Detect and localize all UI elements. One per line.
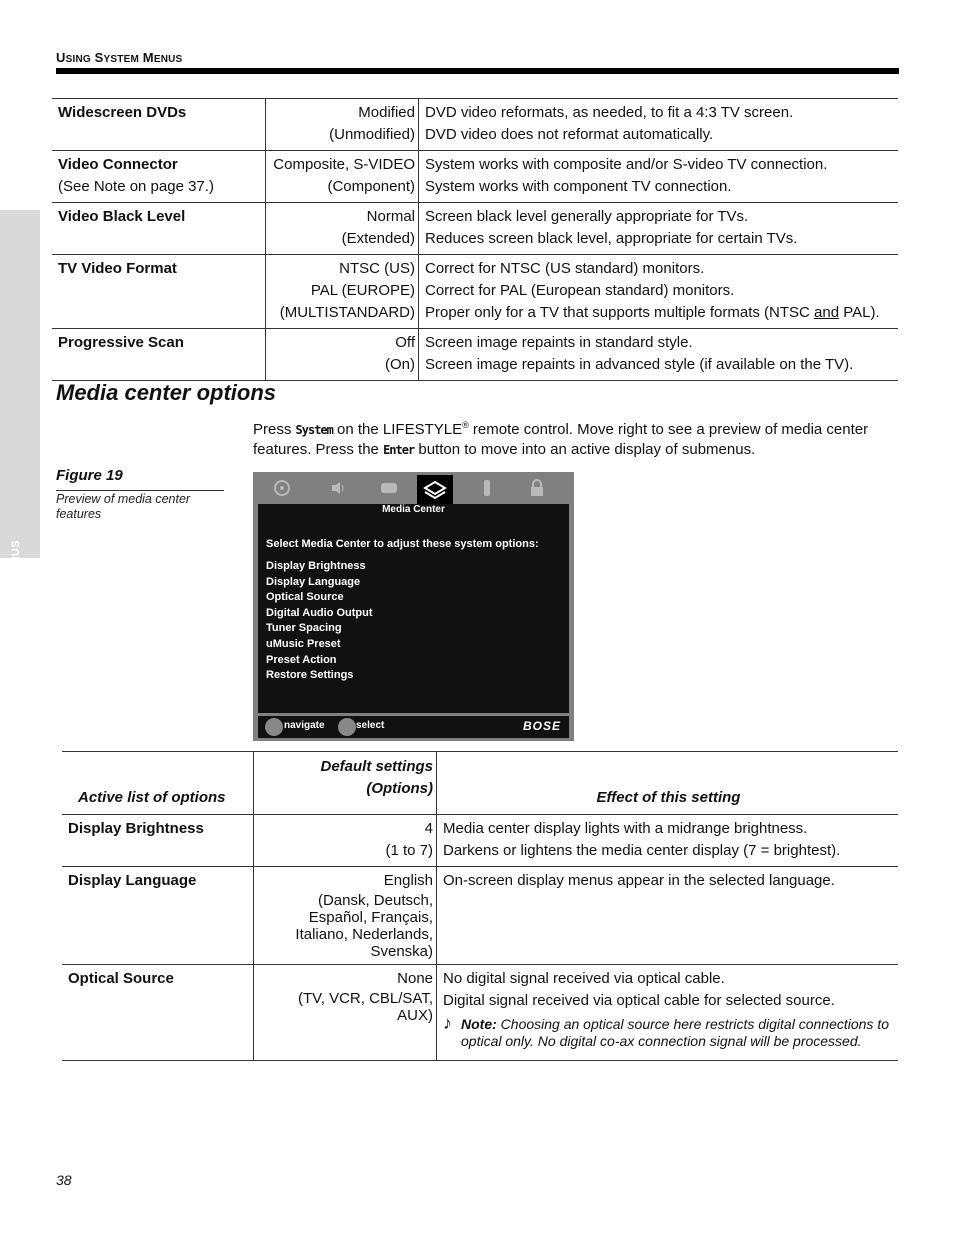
figure-rule [56,490,224,491]
option-effect: Media center display lights with a midrange brightness. [443,820,808,837]
system-button-label: System [295,423,333,437]
option-values: (Dansk, Deutsch, Español, Français, Italiano, Nederlands, Svenska) [295,892,433,960]
column-header: Active list of options [62,752,254,815]
list-item: Digital Audio Output [266,606,373,619]
media-center-screen [253,472,574,741]
remote-icon [476,478,498,498]
speaker-icon [328,478,350,498]
page-number: 38 [56,1172,72,1188]
column-header: Effect of this setting [437,752,899,815]
header-rule [56,68,899,74]
option-default: English [383,872,433,889]
option-name: Optical Source [68,970,174,987]
figure-caption: Preview of media center features [56,492,191,521]
list-item: Restore Settings [266,669,354,682]
setting-default: Composite, S-VIDEO [273,156,415,173]
setting-effect: DVD video reformats, as needed, to fit a 4:3 TV screen. [425,104,794,121]
media-center-icon [417,475,453,505]
setting-effect: System works with composite and/or S-video TV connection. [425,156,828,173]
list-item: uMusic Preset [266,637,341,650]
music-note-icon: ♪ [443,1013,452,1033]
setting-effect: Screen black level generally appropriate for TVs. [425,208,749,225]
table-header [62,752,898,815]
table-row [52,255,898,329]
list-item: Preset Action [266,653,337,666]
table-row [62,965,898,1061]
table-row [52,99,898,151]
video-settings-table [52,98,898,381]
setting-option: (MULTISTANDARD) [279,304,415,321]
select-label: select [356,720,385,731]
list-item: Tuner Spacing [266,622,342,635]
lock-icon [526,478,548,498]
optical-note: ♪ Note: Choosing an optical source here restricts digital connections to optical only. No digital co-ax connection signal will be processed. [443,1013,889,1049]
panel-title: Media Center [382,504,445,515]
setting-effect: Correct for NTSC (US standard) monitors. [425,260,705,277]
table-row [62,815,898,867]
tv-icon [378,478,400,498]
table-row [52,203,898,255]
media-center-options-table [62,751,898,1061]
setting-effect: Screen image repaints in advanced style (if available on the TV). [425,356,854,373]
setting-effect: Reduces screen black level, appropriate for certain TVs. [425,230,798,247]
bose-logo: BOSE [522,719,561,733]
option-effect: Darkens or lightens the media center display (7 = brightest). [443,842,841,859]
setting-effect: DVD video does not reformat automatically. [425,126,714,143]
enter-button-label: Enter [383,443,415,457]
option-effect: On-screen display menus appear in the selected language. [443,872,835,889]
navigate-label: navigate [284,720,325,731]
setting-default: Off [395,334,415,351]
setting-name: Widescreen DVDs [58,104,187,121]
side-tab [0,210,40,674]
setting-default: Modified [358,104,415,121]
panel-heading: Select Media Center to adjust these system options: [266,538,539,550]
option-name: Display Language [68,872,197,889]
navigate-pad-icon [265,718,283,736]
setting-option: (Extended) [341,230,415,247]
list-item: Display Brightness [266,560,366,572]
setting-effect: Screen image repaints in standard style. [425,334,693,351]
figure-label: Figure 19 [56,467,123,484]
setting-option: (Unmodified) [329,126,415,143]
media-center-panel [258,504,569,713]
table-row [52,151,898,203]
option-effect: Digital signal received via optical cable for selected source. [443,992,835,1009]
panel-options-list [266,559,373,684]
intro-paragraph: Press System on the LIFESTYLE® remote control. Move right to see a preview of media center features. Press the Enter button to move into an active display of submenus. [253,420,869,458]
setting-effect: Correct for PAL (European standard) monitors. [425,282,735,299]
list-item: Optical Source [266,591,344,604]
setting-option: (Component) [327,178,415,195]
table-row [52,329,898,381]
running-header: USING SYSTEM MENUS [56,50,183,65]
setting-effect: System works with component TV connection. [425,178,732,195]
option-effect: No digital signal received via optical cable. [443,970,725,987]
setting-name: Video Black Level [58,208,186,225]
option-values: (TV, VCR, CBL/SAT, AUX) [297,990,433,1024]
setting-name: TV Video Format [58,260,177,277]
column-header: Default settings (Options) [254,752,437,815]
select-pad-icon [338,718,356,736]
setting-option: PAL (EUROPE) [310,282,415,299]
setting-note: (See Note on page 37.) [58,178,214,195]
list-item: Display Language [266,575,361,588]
setting-default: NTSC (US) [339,260,415,277]
setting-effect: Proper only for a TV that supports multiple formats (NTSC and PAL). [425,304,880,321]
setting-name: Progressive Scan [58,334,184,351]
side-tab-text: USING SYSTEM MENUS [10,540,22,674]
setting-default: Normal [366,208,415,225]
menu-icon-bar [253,472,574,504]
option-default: None [397,970,433,987]
option-name: Display Brightness [68,820,204,837]
section-title: Media center options [56,380,277,405]
setting-option: (On) [385,356,415,373]
option-default: 4 [424,820,433,837]
setting-name: Video Connector [58,156,178,173]
screen-footer [258,716,569,738]
disc-icon [271,478,293,498]
table-row [62,867,898,965]
option-values: (1 to 7) [385,842,433,859]
